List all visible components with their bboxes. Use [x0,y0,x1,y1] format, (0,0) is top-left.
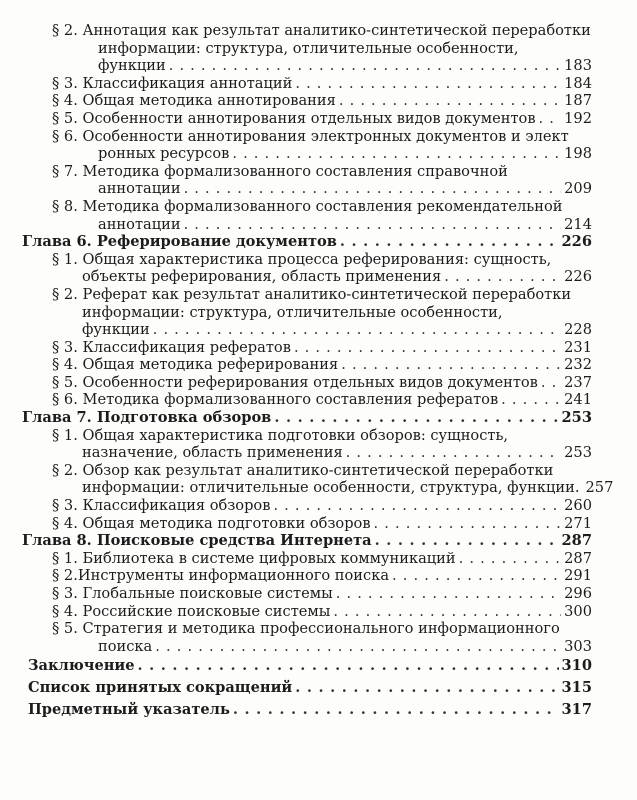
toc-entry-text: § 3. Классификация обзоров [52,497,271,515]
dot-leader [138,657,559,675]
toc-page-number: 303 [564,637,592,655]
toc-entry-text: информации: отличительные особенности, структура, функции. [82,479,580,497]
toc-entry-text: § 3. Классификация рефератов [52,338,291,356]
toc-entry-text: ронных ресурсов [98,145,230,163]
toc-page-number: 228 [564,321,592,339]
toc-page-number: 296 [564,585,592,602]
toc-entry [0,620,637,638]
toc-entry [0,497,637,515]
toc-chapter [0,233,637,251]
toc-entry-text: § 1. Общая характеристика процесса реферирования: сущность, [52,250,552,268]
dot-leader [184,180,562,198]
dot-leader [340,233,559,251]
toc-entry [0,479,637,497]
dot-leader [273,497,561,515]
toc-entry-text: § 7. Методика формализованного составления справочной [52,162,508,180]
dot-leader [501,391,561,409]
toc-entry-text: § 6. Методика формализованного составления рефератов [52,391,499,409]
toc-chapter [0,409,637,427]
toc-entry [0,22,637,40]
toc-entry [0,286,637,304]
dot-leader [232,145,561,163]
toc-entry-text: § 5. Особенности реферирования отдельных видов документов [52,373,538,391]
dot-leader [333,603,561,621]
toc-page-number: 192 [564,109,592,127]
toc-page-number: 214 [564,215,592,233]
dot-leader [341,356,561,374]
toc-entry-text: информации: структура, отличительные особенности, [82,303,503,321]
toc-chapter [0,532,637,550]
toc-entry [0,515,637,533]
toc-page-number: 287 [564,549,592,567]
dot-leader [541,374,561,392]
toc-page-number: 187 [564,92,592,110]
toc-back-matter [0,679,637,697]
dot-leader [274,409,558,427]
toc-entry-text: § 2. Обзор как результат аналитико-синтетической переработки [52,461,554,479]
toc-entry [0,444,637,462]
toc-page-number: 287 [561,532,592,550]
toc-entry-text: § 4. Общая методика реферирования [52,356,339,374]
dot-leader [233,701,559,719]
toc-back-matter-title: Список принятых сокращений [28,678,293,696]
toc-entry-text: назначение, область применения [82,444,343,462]
toc-entry-text: § 2. Реферат как результат аналитико-синтетической переработки [52,285,572,303]
toc-page-number: 183 [564,57,592,75]
dot-leader [336,585,561,603]
toc-page-number: 315 [561,678,592,696]
toc-page-number: 310 [561,657,592,675]
dot-leader [153,321,561,339]
dot-leader [346,444,561,462]
toc-page-number: 241 [564,391,592,409]
dot-leader [539,110,562,128]
toc-entry [0,198,637,216]
toc-entry-text: § 8. Методика формализованного составления рекомендательной [52,197,563,215]
toc-entry-text: функции [98,57,166,75]
toc-back-matter [0,701,637,719]
dot-leader [295,679,558,697]
dot-leader [155,638,561,656]
toc-page-number: 231 [564,338,592,356]
toc-entry [0,92,637,110]
toc-back-matter [0,657,637,675]
toc-entry-text: § 6. Особенности аннотирования электронных документов и элект [52,127,569,145]
dot-leader [169,57,561,75]
toc-page-number: 260 [564,497,592,515]
toc-entry-text: объекты реферирования, область применения [82,268,442,286]
toc-entry-text: § 4. Общая методика подготовки обзоров [52,514,371,532]
toc-entry [0,567,637,585]
toc-entry-text: § 5. Стратегия и методика профессионального информационного [52,620,560,638]
toc-entry [0,128,637,146]
toc-entry-text: § 3. Глобальные поисковые системы [52,585,333,602]
toc-page-number: 226 [561,233,592,251]
dot-leader [459,550,562,568]
toc-entry [0,550,637,568]
dot-leader [392,567,561,585]
dot-leader [184,216,562,234]
dot-leader [295,75,561,93]
toc-entry-text: функции [82,321,150,339]
dot-leader [294,339,561,357]
toc-entry [0,180,637,198]
toc-entry [0,145,637,163]
toc-chapter-title: Глава 7. Подготовка обзоров [22,409,272,427]
dot-leader [374,515,562,533]
toc-entry [0,585,637,603]
toc-page-number: 232 [564,356,592,374]
toc-page-number: 253 [564,444,592,462]
toc-entry-text: § 2.Инструменты информационного поиска [52,567,390,585]
toc-entry [0,638,637,656]
toc-entry [0,216,637,234]
toc-entry [0,339,637,357]
toc-entry [0,268,637,286]
toc-entry [0,427,637,445]
toc-entry-text: § 4. Общая методика аннотирования [52,92,336,110]
toc-entry-text: § 4. Российские поисковые системы [52,602,331,620]
toc-entry-text: § 5. Особенности аннотирования отдельных видов документов [52,109,536,127]
toc-entry [0,75,637,93]
toc-back-matter-title: Предметный указатель [28,700,230,718]
toc-entry [0,163,637,181]
toc-entry-text: § 2. Аннотация как результат аналитико-синтетической переработки [52,22,591,39]
toc-page-number: 226 [564,268,592,286]
toc-page-number: 237 [564,373,592,391]
toc-entry-text: § 3. Классификация аннотаций [52,74,293,92]
toc-page-number: 257 [585,479,614,497]
toc-entry [0,603,637,621]
dot-leader [339,92,561,110]
dot-leader [375,532,559,550]
toc-entry [0,374,637,392]
toc-page-number: 184 [564,74,592,92]
toc-entry [0,391,637,409]
toc-page-number: 209 [564,180,592,198]
toc-entry [0,110,637,128]
toc-entry-text: § 1. Общая характеристика подготовки обзоров: сущность, [52,426,509,444]
toc-entry [0,356,637,374]
toc-back-matter-title: Заключение [28,657,135,675]
toc-entry-text: информации: структура, отличительные особенности, [98,39,519,57]
toc-chapter-title: Глава 8. Поисковые средства Интернета [22,532,372,550]
toc-page-number: 300 [564,602,592,620]
toc-entry [0,57,637,75]
toc-entry-text: аннотации [98,180,181,198]
toc-entry [0,251,637,269]
toc-entry-text: поиска [98,637,153,655]
toc-entry [0,462,637,480]
toc-page-number: 271 [564,514,592,532]
toc-page-number: 253 [561,409,592,427]
toc-entry-text: § 1. Библиотека в системе цифровых коммуникаций [52,549,456,567]
dot-leader [444,268,561,286]
toc-chapter-title: Глава 6. Реферирование документов [22,233,337,251]
toc-page-number: 317 [561,700,592,718]
toc-entry [0,304,637,322]
toc-entry [0,40,637,58]
toc-page-number: 198 [564,145,592,163]
toc-entry-text: аннотации [98,215,181,233]
toc-page-number: 291 [564,567,592,585]
toc-entry [0,321,637,339]
